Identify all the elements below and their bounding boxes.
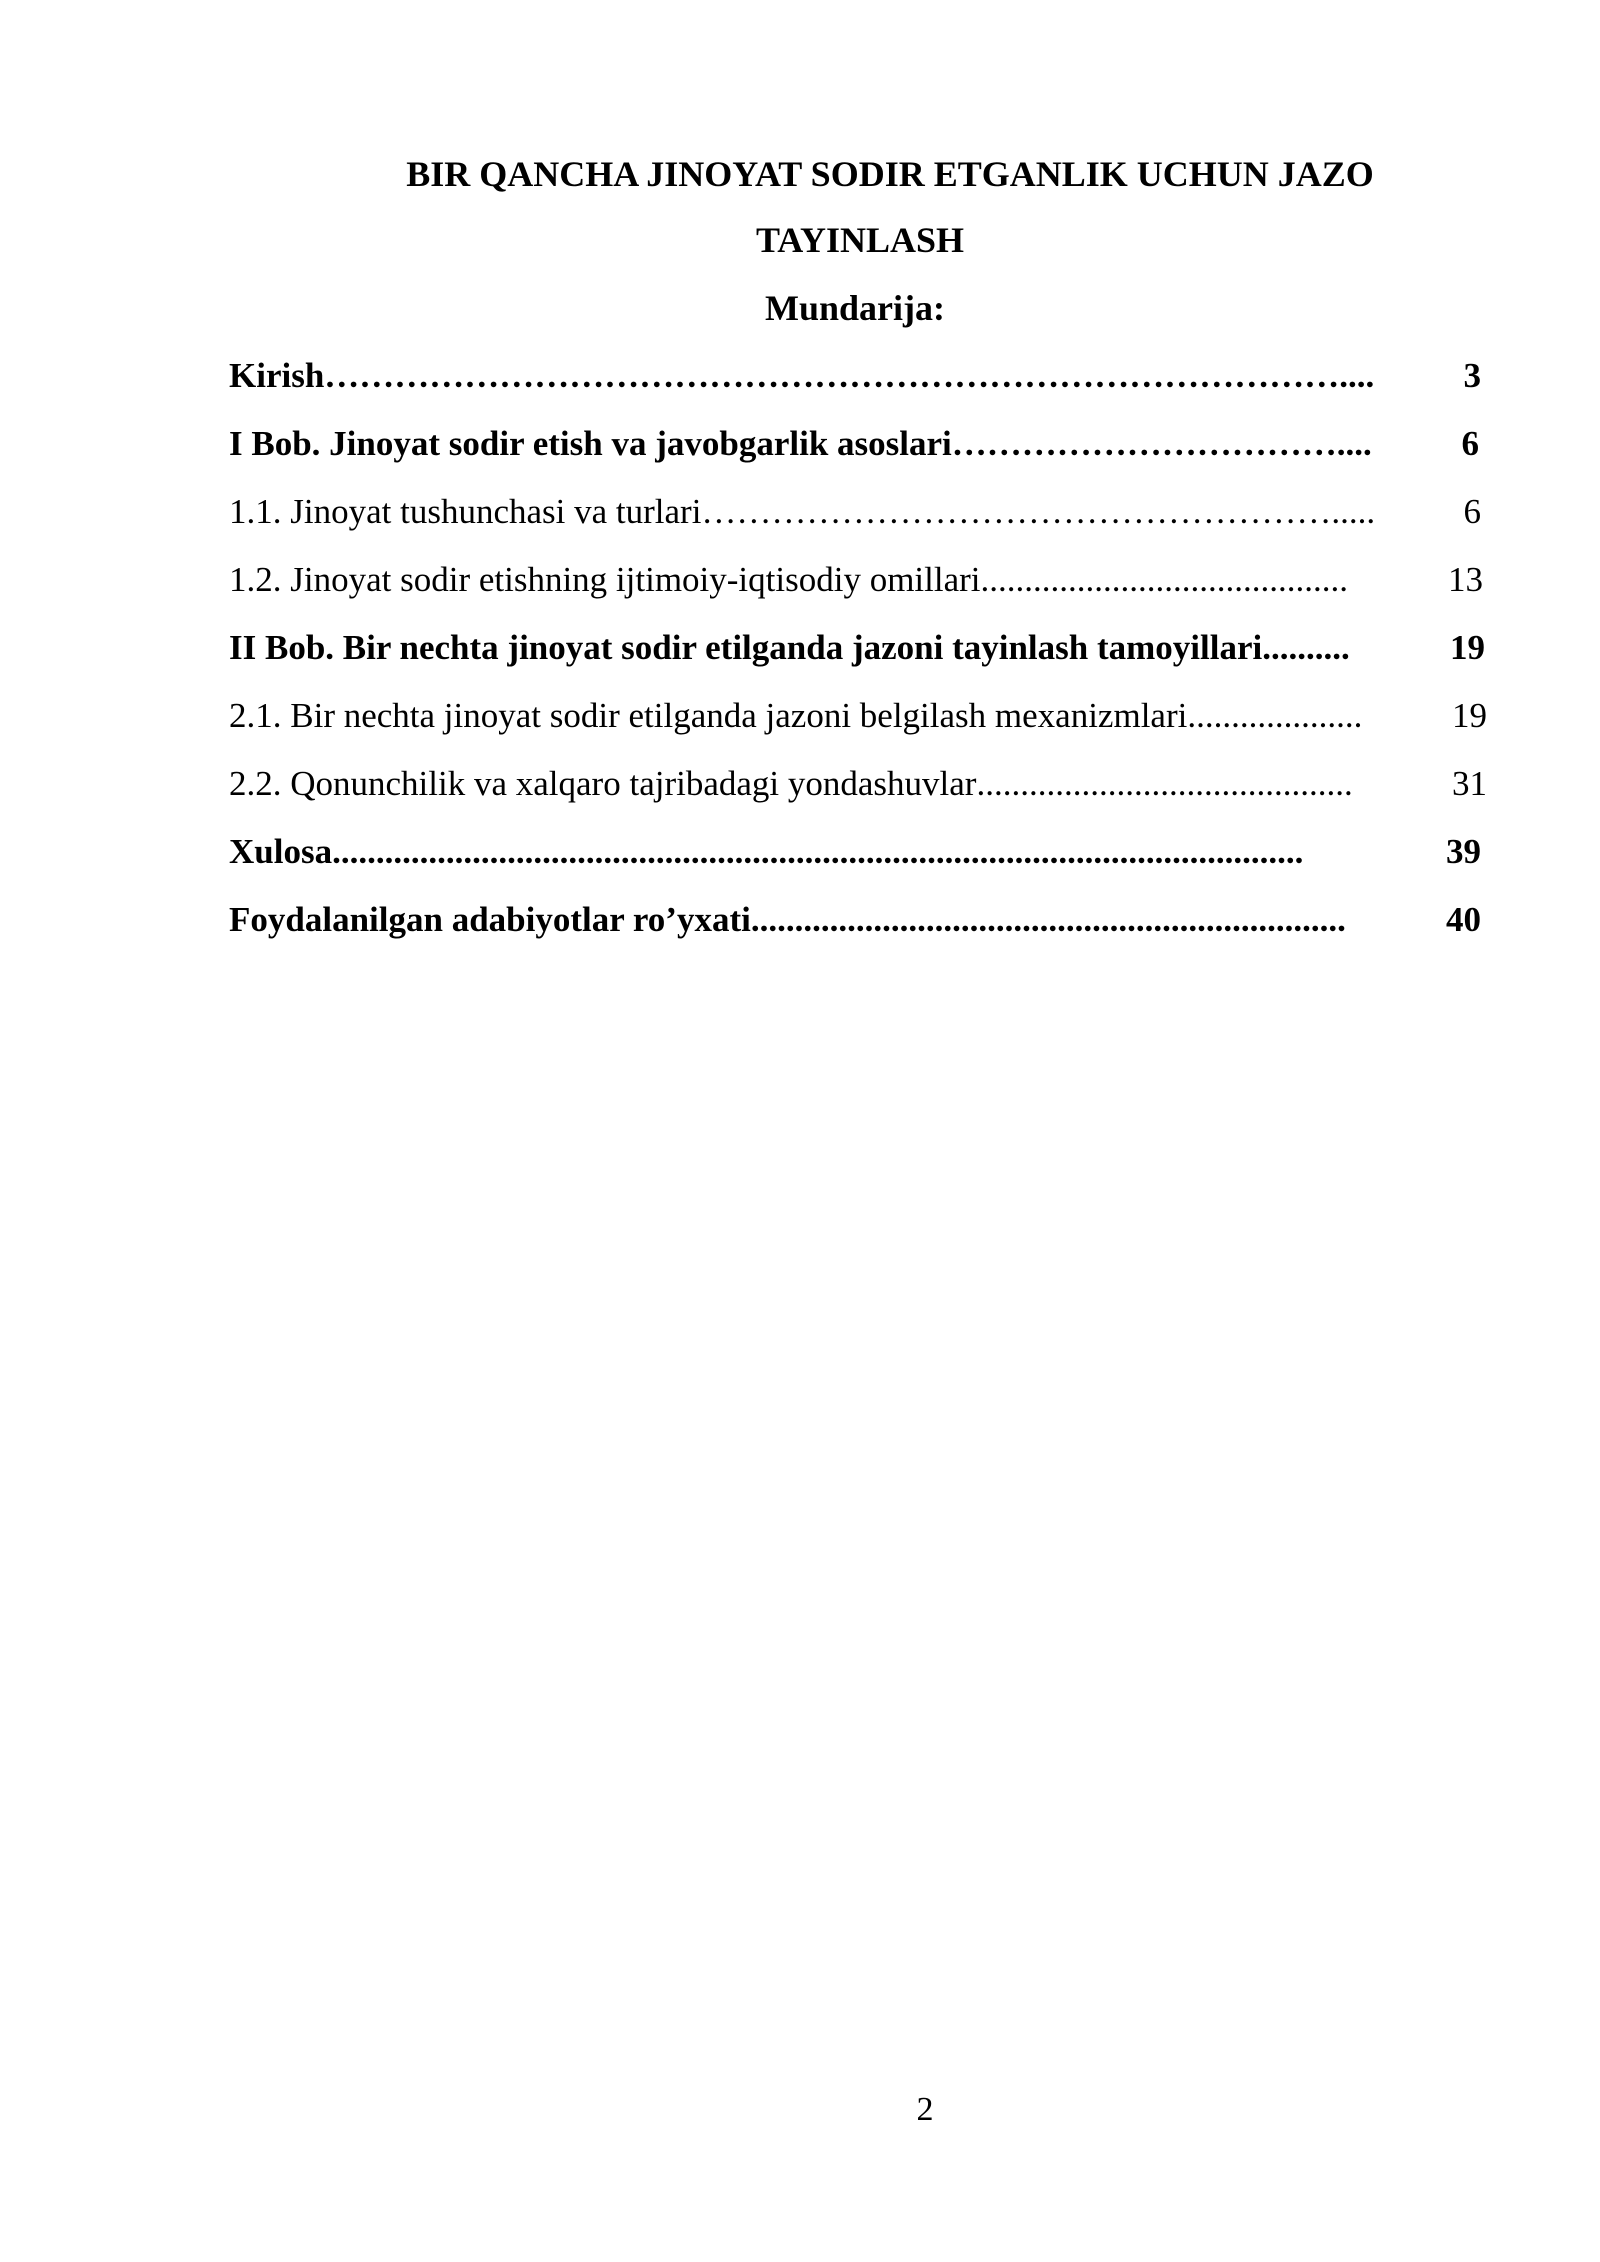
toc-entry-leader: .......... [1262, 628, 1350, 667]
toc-entry-leader: …………………………….... [951, 424, 1372, 463]
toc-entry-leader: …………………………………………………………………………….... [324, 356, 1375, 395]
toc-entry-page: 13 [1448, 560, 1483, 599]
toc-entry-page: 19 [1452, 696, 1487, 735]
toc-entry-kirish[interactable] [229, 352, 1481, 400]
toc-entry-page: 40 [1446, 900, 1481, 939]
toc-entry-section-1-2[interactable] [229, 556, 1483, 604]
toc-entry-leader: .......................................... [980, 560, 1349, 599]
toc-entry-page: 6 [1461, 424, 1479, 463]
toc-entry-page: 39 [1446, 832, 1481, 871]
toc-entry-label: I Bob. Jinoyat sodir etish va javobgarlik asoslari [229, 424, 952, 463]
toc-entry-page: 19 [1450, 628, 1485, 667]
toc-entry-label: Xulosa [229, 832, 333, 871]
toc-entry-page: 31 [1452, 764, 1487, 803]
toc-heading: Mundarija: [765, 288, 945, 328]
toc-entry-section-1-1[interactable] [229, 488, 1481, 536]
toc-entry-label: 2.2. Qonunchilik va xalqaro tajribadagi yondashuvlar [229, 764, 977, 803]
page-number: 2 [916, 2091, 934, 2128]
toc-entry-label: 1.1. Jinoyat tushunchasi va turlari [229, 492, 702, 531]
toc-entry-page: 6 [1463, 492, 1481, 531]
toc-entry-references[interactable] [229, 896, 1481, 944]
toc-entry-leader: .................... [1187, 696, 1363, 735]
toc-entry-page: 3 [1463, 356, 1481, 395]
toc-entry-label: Kirish [229, 356, 325, 395]
toc-entry-leader: ........................................... [976, 764, 1353, 803]
toc-entry-leader: ………………………………………………..... [701, 492, 1376, 531]
toc-entry-label: II Bob. Bir nechta jinoyat sodir etilganda jazoni tayinlash tamoyillari [229, 628, 1263, 667]
toc-entry-section-2-2[interactable] [229, 760, 1487, 808]
toc-entry-section-2-1[interactable] [229, 692, 1487, 740]
toc-entry-label: 1.2. Jinoyat sodir etishning ijtimoiy-iqtisodiy omillari [229, 560, 981, 599]
toc-entry-leader: .................................................................... [750, 900, 1346, 939]
toc-entry-label: Foydalanilgan adabiyotlar ro’yxati [229, 900, 751, 939]
toc-entry-xulosa[interactable] [229, 828, 1481, 876]
toc-entry-label: 2.1. Bir nechta jinoyat sodir etilganda jazoni belgilash mexanizmlari [229, 696, 1188, 735]
toc-entry-chapter-1[interactable] [229, 420, 1479, 468]
toc-entry-leader: ............................................................................................................... [332, 832, 1304, 871]
document-title-line-1: BIR QANCHA JINOYAT SODIR ETGANLIK UCHUN JAZO [406, 154, 1374, 194]
document-title-line-2: TAYINLASH [755, 220, 965, 260]
toc-entry-chapter-2[interactable] [229, 624, 1485, 672]
